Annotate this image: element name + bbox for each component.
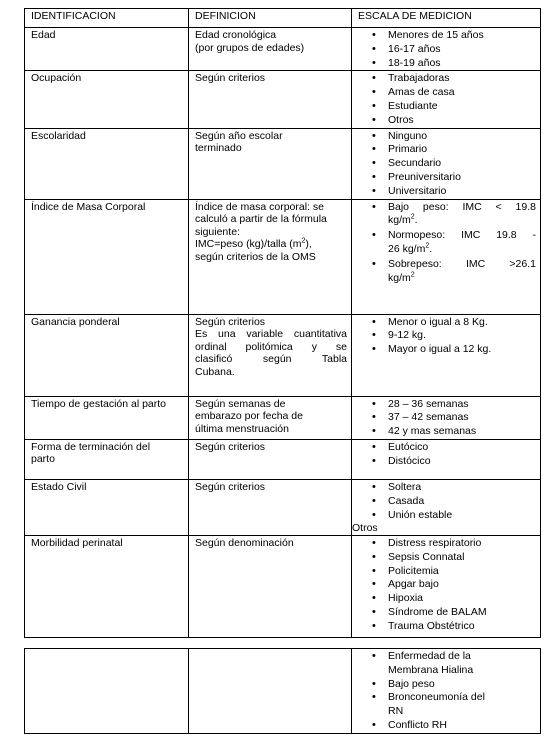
variables-table (24, 8, 541, 638)
identificacion-cell: Índice de Masa Corporal (25, 199, 189, 314)
escala-cell (352, 535, 541, 637)
list-item: • Otros (376, 114, 536, 128)
formula-close: ) (305, 238, 309, 251)
header-escala: ESCALA DE MEDICION (352, 9, 541, 28)
definicion-line: según criterios de la OMS (195, 250, 316, 263)
list-item: • Trauma Obstétrico (376, 620, 536, 634)
escala-list (358, 29, 536, 70)
definicion-line: calculó a partir de la fórmula (195, 213, 327, 226)
list-item: • 9-12 kg. (376, 329, 536, 343)
escala-list (358, 72, 536, 127)
identificacion-cell: Forma de terminación del parto (25, 439, 189, 479)
header-identificacion: IDENTIFICACION (25, 9, 189, 28)
list-item: • Enfermedad de la Membrana Hialina (376, 650, 536, 678)
escala-list (358, 398, 536, 439)
definicion-line: terminado (195, 142, 242, 155)
table-row (25, 199, 541, 314)
definicion-line: Según semanas de (195, 397, 286, 410)
definicion-cell: Según criterios (189, 71, 352, 128)
list-item: • Sepsis Connatal (376, 551, 536, 565)
list-item: • Apgar bajo (376, 578, 536, 592)
list-item: • Distress respiratorio (376, 537, 536, 551)
list-item: • 18-19 años (376, 57, 536, 71)
list-item: • Secundario (376, 157, 536, 171)
definicion-line: Es una variable cuantitativa (195, 328, 347, 341)
formula-text: IMC=peso (kg)/talla (m (195, 238, 302, 251)
list-item: • Menores de 15 años (376, 29, 536, 43)
identificacion-cell: Morbilidad perinatal (25, 535, 189, 637)
list-item: • Bajo peso: IMC < 19.8 $kg/m^2$. (376, 201, 536, 229)
table-row (25, 439, 541, 479)
definicion-line: clasificó según Tabla (195, 353, 347, 366)
table-row (25, 28, 541, 71)
table-row (25, 314, 541, 396)
table-row (25, 128, 541, 199)
identificacion-cell: Ocupación (25, 71, 189, 128)
escala-list (358, 130, 536, 199)
list-item: • Conflicto RH (376, 719, 536, 733)
definicion-line: Según año escolar (195, 129, 283, 142)
list-item: • Policitemia (376, 565, 536, 579)
identificacion-cell: Escolaridad (25, 128, 189, 199)
list-item: • Trabajadoras (376, 72, 536, 86)
formula-exponent: 2 (301, 237, 306, 245)
table-row (25, 649, 541, 734)
continuation-table (24, 648, 541, 734)
list-item: • Amas de casa (376, 86, 536, 100)
list-item: • Universitario (376, 185, 536, 199)
list-item: • Casada (376, 495, 536, 509)
table-row (25, 479, 541, 535)
list-item: • 16-17 años (376, 43, 536, 57)
definicion-cell (189, 28, 352, 71)
table-row (25, 71, 541, 128)
definicion-cell: Según criterios (189, 479, 352, 535)
list-item: • 42 y mas semanas (376, 425, 536, 439)
escala-list (358, 650, 536, 733)
definicion-line: siguiente: (195, 225, 240, 238)
escala-list (358, 316, 536, 357)
list-extra: Otros (352, 522, 378, 535)
list-item: • Mayor o igual a 12 kg. (376, 343, 536, 357)
definicion-formula: IMC=peso (kg)/talla $(m^2)$, (195, 237, 312, 251)
header-row (25, 9, 541, 28)
list-item: • Estudiante (376, 100, 536, 114)
escala-list (352, 481, 536, 522)
table-row (25, 535, 541, 637)
escala-cell (352, 71, 541, 128)
escala-cell (352, 314, 541, 396)
header-definicion: DEFINICION (189, 9, 352, 28)
identificacion-cell (25, 649, 189, 734)
definicion-cell (189, 649, 352, 734)
identificacion-cell: Tiempo de gestación al parto (25, 396, 189, 439)
escala-cell (352, 199, 541, 314)
identificacion-cell: Edad (25, 28, 189, 71)
list-item: • Hipoxia (376, 592, 536, 606)
definicion-line: embarazo por fecha de (195, 410, 303, 423)
definicion-cell: Según denominación (189, 535, 352, 637)
escala-cell (352, 649, 541, 734)
definicion-line: Índice de masa corporal: se (195, 200, 324, 213)
definicion-line: Según criterios (195, 315, 266, 328)
list-item: • Bronconeumonía del RN (376, 691, 536, 719)
escala-cell (352, 439, 541, 479)
definicion-line: ordinal politómica y se (195, 340, 347, 353)
definicion-cell (189, 314, 352, 396)
definicion-cell (189, 396, 352, 439)
identificacion-cell: Ganancia ponderal (25, 314, 189, 396)
definicion-cell (189, 199, 352, 314)
list-item: • Eutócico (376, 441, 536, 455)
list-item: • Ninguno (376, 130, 536, 144)
definicion-cell (189, 128, 352, 199)
escala-cell (352, 396, 541, 439)
identificacion-cell: Estado Civil (25, 479, 189, 535)
list-item: • Preuniversitario (376, 171, 536, 185)
list-item: • Sobrepeso: IMC >26.1 $kg/m^2$ (376, 258, 536, 286)
escala-cell (352, 28, 541, 71)
list-item: • Normopeso: IMC 19.8 - 26 $kg/m^2$. (376, 229, 536, 257)
list-item: • Menor o igual a 8 Kg. (376, 316, 536, 330)
escala-list (358, 441, 536, 469)
definicion-line: última menstruación (195, 422, 289, 435)
list-item: • Soltera (376, 481, 536, 495)
definicion-line: Cubana. (195, 365, 235, 378)
list-item: • Distócico (376, 455, 536, 469)
definicion-cell: Según criterios (189, 439, 352, 479)
list-item: • Unión estable (376, 509, 536, 523)
table-row (25, 396, 541, 439)
definicion-line: Edad cronológica (195, 29, 277, 41)
list-item: • Síndrome de BALAM (376, 606, 536, 620)
escala-cell (352, 479, 541, 535)
list-item: • Bajo peso (376, 678, 536, 692)
list-item: • 28 – 36 semanas (376, 398, 536, 412)
definicion-line: (por grupos de edades) (195, 41, 305, 54)
escala-list (358, 537, 536, 634)
escala-cell (352, 128, 541, 199)
list-item: • Primario (376, 143, 536, 157)
list-item: • 37 – 42 semanas (376, 411, 536, 425)
escala-list (358, 201, 536, 286)
